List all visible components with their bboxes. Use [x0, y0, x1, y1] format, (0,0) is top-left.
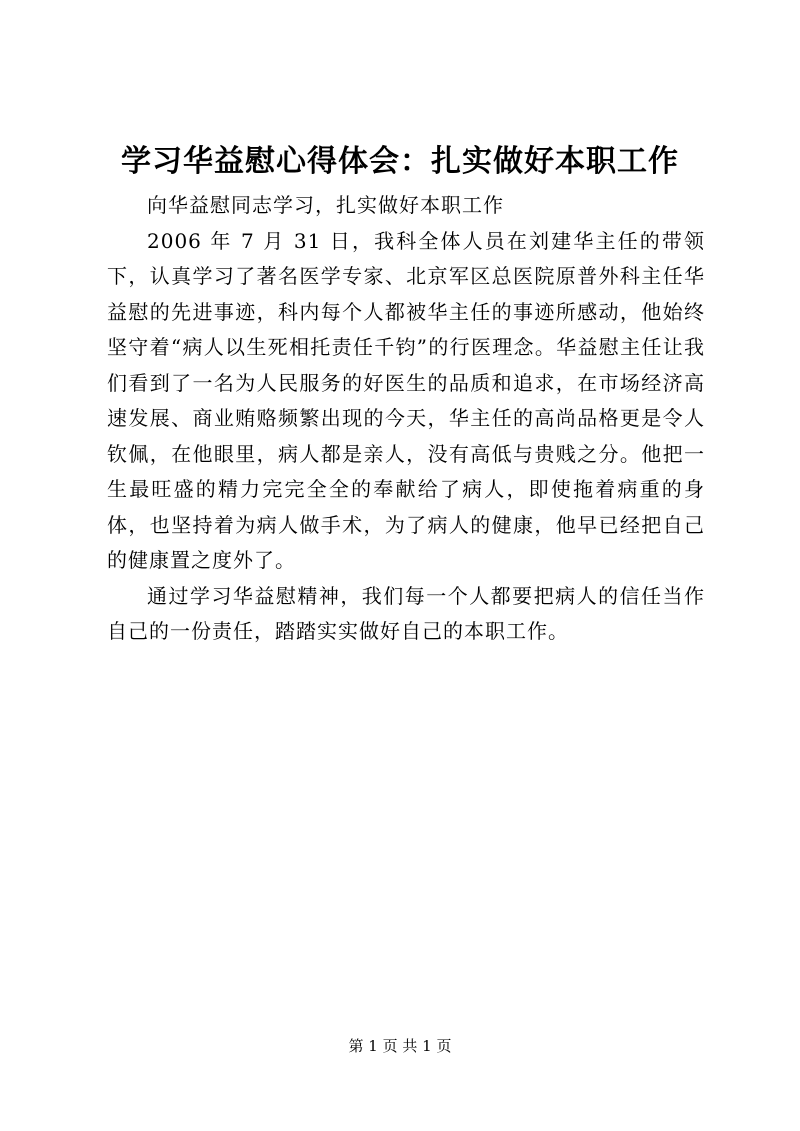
- page-number-footer: 第 1 页 共 1 页: [348, 1037, 452, 1055]
- document-body: [107, 188, 705, 650]
- paragraph-subtitle: 向华益慰同志学习，扎实做好本职工作: [147, 193, 504, 217]
- paragraph-main: 2006 年 7 月 31 日，我科全体人员在刘建华主任的带领下，认真学习了著名医学专家、北京军区总医院原普外科主任华益慰的先进事迹，科内每个人都被华主任的事迹所感动，他始终坚守着“病人以生死相托责任千钧”的行医理念。华益慰主任让我们看到了一名为人民服务的好医生的品质和追求，在市场经济高速发展、商业贿赂频繁出现的今天，华主任的高尚品格更是令人钦佩，在他眼里，病人都是亲人，没有高低与贵贱之分。他把一生最旺盛的精力完完全全的奉献给了病人，即使拖着病重的身体，也坚持着为病人做手术，为了病人的健康，他早已经把自己的健康置之度外了。: [107, 228, 705, 572]
- document-title: 学习华益慰心得体会：扎实做好本职工作: [121, 144, 679, 179]
- paragraph-conclusion: 通过学习华益慰精神，我们每一个人都要把病人的信任当作自己的一份责任，踏踏实实做好自己的本职工作。: [107, 583, 705, 643]
